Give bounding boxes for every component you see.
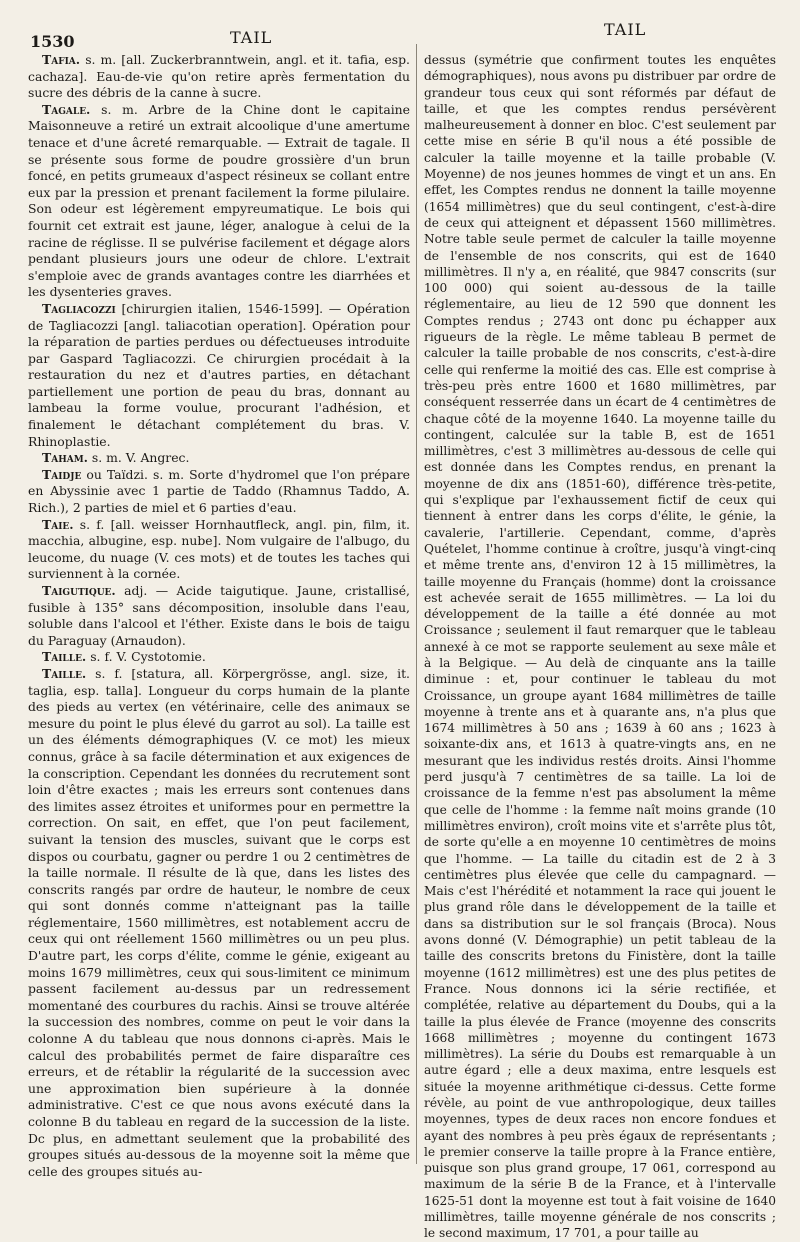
entry-body: [chirurgien italien, 1546-1599]. — Opération de Tagliacozzi [angl. taliacotian operation]. Opération pour la réparation de parties perdues ou défectueuses introduite par Gaspard Tagliacozzi. Ce chirurgien procédait à la restauration du nez et d'autres parties, en détachant partiellement une portion de peau du bras, donnant au lambeau la forme voulue, procurant l'adhésion, et finalement le détachant complétement du bras. V. Rhinoplastie. <box>28 300 410 449</box>
entry-headword: Taham. <box>42 450 88 466</box>
running-title-right: TAIL <box>604 20 647 39</box>
dictionary-entry <box>28 467 410 517</box>
entry-headword: Tagliacozzi <box>42 300 116 316</box>
entry-body: adj. — Acide taigutique. Jaune, cristallisé, fusible à 135° sans décomposition, insoluble dans l'eau, soluble dans l'alcool et l'éther. Existe dans le bois de taigu du Paraguay (Arnaudon). <box>28 583 410 648</box>
entry-continuation: dessus (symétrie que confirment toutes les enquêtes démographiques), nous avons pu distribuer par ordre de grandeur tous ceux qui sont réformés par défaut de taille, et que les comptes rendus persévèrent malheureusement à donner en bloc. C'est seulement par cette mise en série B qu'il nous a été possible de calculer la taille moyenne et la taille probable (V. Moyenne) de nos jeunes hommes de vingt et un ans. En effet, les Comptes rendus ne donnent la taille moyenne (1654 millimètres) que du seul contingent, c'est-à-dire de ceux qui atteignent et dépassent 1560 millimètres. Notre table seule permet de calculer la taille moyenne de l'ensemble de nos conscrits, qui est de 1640 millimètres. Il n'y a, en réalité, que 9847 conscrits (sur 100 000) qui soient au-dessous de la taille réglementaire, au lieu de 12 590 que donnent les Comptes rendus ; 2743 ont donc pu échapper aux rigueurs de la règle. Le même tableau B permet de calculer la taille probable de nos conscrits, c'est-à-dire celle qui renferme la moitié des cas. Elle est comprise à très-peu près entre 1600 et 1680 millimètres, par conséquent resserrée dans un écart de 4 centimètres de chaque côté de la moyenne 1640. La moyenne taille du contingent, calculée sur la table B, est de 1651 millimètres, c'est 3 millimètres au-dessous de celle qui est donnée dans les Comptes rendus, en prenant la moyenne de dix ans (1851-60), différence très-petite, qui s'explique par l'exhaussement fictif de ceux qui tiennent à entrer dans les corps d'élite, le génie, la cavalerie, l'artillerie. Cependant, comme, d'après Quételet, l'homme continue à croître, jusqu'à vingt-cinq et même trente ans, d'environ 12 à 15 millimètres, la taille moyenne du Français (homme) dont la croissance est achevée serait de 1655 millimètres. — La loi du développement de la taille a été donnée au mot Croissance ; seulement il faut remarquer que le tableau annexé à ce mot se rapporte seulement au sexe mâle et à la Belgique. — Au delà de cinquante ans la taille diminue : et, pour continuer le tableau du mot Croissance, un groupe ayant 1684 millimètres de taille moyenne à trente ans et à quarante ans, n'a plus que 1674 millimètres à 50 ans ; 1639 à 60 ans ; 1623 à soixante-dix ans, et 1613 à quatre-vingts ans, en ne mesurant que les individus restés droits. Ainsi l'homme perd jusqu'à 7 centimètres de sa taille. La loi de croissance de la femme n'est pas absolument la même que celle de l'homme : la femme naît moins grande (10 millimètres environ), croît moins vite et s'arrête plus tôt, de sorte qu'elle a en moyenne 10 centimètres de moins que l'homme. — La taille du citadin est de 2 à 3 centimètres plus élevée que celle du campagnard. — Mais c'est l'hérédité et notamment la race qui jouent le plus grand rôle dans le développement de la taille et dans sa distribution sur le sol français (Broca). Nous avons donné (V. Démographie) un petit tableau de la taille des conscrits bretons du Finistère, dont la taille moyenne (1612 millimètres) est une des plus petites de France. Nous donnons ici la série rectifiée, et complétée, relative au département du Doubs, qui a la taille la plus élevée de France (moyenne des conscrits 1668 millimètres ; moyenne du contingent 1673 millimètres). La série du Doubs est remarquable à un autre égard ; elle a deux maxima, entre lesquels est située la moyenne arithmétique ci-dessus. Cette forme révèle, au point de vue anthropologique, deux tailles moyennes, types de deux races non encore fondues et ayant des nombres à peu près égaux de représentants ; le premier conserve la taille propre à la France entière, puisque son plus grand groupe, 17 061, correspond au maximum de la série B de la France, et à l'intervalle 1625-51 dont la moyenne est tout à fait voisine de 1640 millimètres, taille moyenne générale de nos conscrits ; le second maximum, 17 701, a pour taille au <box>424 53 776 1241</box>
entry-headword: Taidje <box>42 466 82 482</box>
entry-headword: Taille. <box>42 649 87 665</box>
running-title-left: TAIL <box>230 28 273 47</box>
page-number: 1530 <box>30 32 75 51</box>
page-header <box>30 18 780 51</box>
entry-body: s. m. V. Angrec. <box>91 450 190 466</box>
dictionary-entry <box>28 102 410 301</box>
entry-headword: Tagale. <box>42 101 91 117</box>
dictionary-entry <box>28 583 410 649</box>
dictionary-entry <box>28 666 410 1180</box>
entry-body: s. f. [statura, all. Körpergrösse, angl. size, it. taglia, esp. talla]. Longueur du corps humain de la plante des pieds au vertex (en vétérinaire, celle des animaux se mesure du point le plus élevé du garrot au sol). La taille est un des éléments démographiques (V. ce mot) les mieux connus, grâce à sa facile détermination et aux exigences de la conscription. Cependant les données du recrutement sont loin d'être exactes ; mais les erreurs sont contenues dans des limites assez étroites et uniformes pour en permettre la correction. On sait, en effet, que l'on peut facilement, suivant la tension des muscles, suivant que le corps est dispos ou courbatu, gagner ou perdre 1 ou 2 centimètres de la taille normale. Il résulte de là que, dans les listes des conscrits rangés par ordre de hauteur, le nombre de ceux qui sont donnés comme n'atteignant pas la taille réglementaire, 1560 millimètres, est notablement accru de ceux qui ont réellement 1560 millimètres ou un peu plus. D'autre part, les corps d'élite, comme le génie, exigeant au moins 1679 millimètres, ceux qui sous-limitent ce minimum passent facilement au-dessus par un redressement momentané des courbures du rachis. Ainsi se trouve altérée la succession des nombres, comme on peut le voir dans la colonne A du tableau que nous donnons ci-après. Mais le calcul des probabilités permet de faire disparaître ces erreurs, et de rétablir la régularité de la succession avec une approximation bien supérieure à la donnée administrative. C'est ce que nous avons exécuté dans la colonne B du tableau en regard de la succession de la liste. Dc plus, en admettant seulement que la probabilité des groupes situés au-dessous de la moyenne soit la même que celle des groupes situés au- <box>28 665 410 1179</box>
entry-headword: Tafia. <box>42 52 81 67</box>
entry-headword: Taigutique. <box>42 583 116 598</box>
dictionary-entry <box>28 649 410 666</box>
dictionary-entry <box>28 450 410 467</box>
right-column <box>424 52 776 1241</box>
left-column <box>28 52 410 1179</box>
entry-body: s. m. [all. Zuckerbranntwein, angl. et it. tafia, esp. cachaza]. Eau-de-vie qu'on retire après fermentation du sucre des débris de la canne à sucre. <box>28 52 410 101</box>
entry-body: s. f. V. Cystotomie. <box>90 649 206 665</box>
entry-headword: Taille. <box>42 665 87 681</box>
entry-headword: Taie. <box>42 516 74 532</box>
entry-body: ou Taïdzi. s. m. Sorte d'hydromel que l'on prépare en Abyssinie avec 1 partie de Taddo (Rhamnus Taddo, A. Rich.), 2 parties de miel et 6 parties d'eau. <box>28 466 410 516</box>
entry-body: s. m. Arbre de la Chine dont le capitaine Maisonneuve a retiré un extrait alcoolique d'une amertume tenace et d'une âcreté remarquable. — Extrait de tagale. Il se présente sous forme de poudre grossière d'un brun foncé, en petits grumeaux d'aspect résineux se collant entre eux par la pression et prenant facilement la forme pilulaire. Son odeur est légèrement empyreumatique. Le bois qui fournit cet extrait est jaune, léger, analogue à celui de la racine de réglisse. Il se pulvérise facilement et dégage alors pendant plusieurs jours une odeur de chlore. L'extrait s'emploie avec de grands avantages contre les diarrhées et les dysenteries graves. <box>28 101 410 300</box>
entry-body: s. f. [all. weisser Hornhautfleck, angl. pin, film, it. macchia, albugine, esp. nube]. Nom vulgaire de l'albugo, du leucome, du nuage (V. ces mots) et de toutes les taches qui surviennent à la cornée. <box>28 516 410 582</box>
dictionary-entry <box>28 301 410 450</box>
dictionary-entry <box>28 52 410 102</box>
dictionary-entry <box>28 517 410 583</box>
column-divider <box>416 44 417 1164</box>
